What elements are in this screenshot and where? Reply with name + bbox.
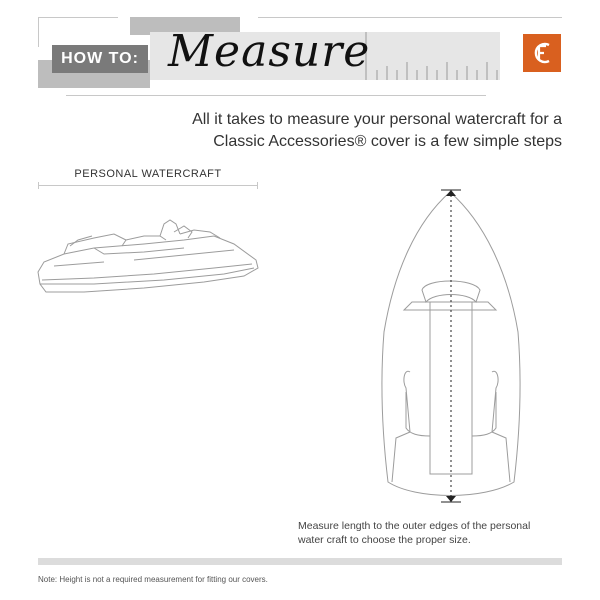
watercraft-side-view <box>34 210 260 302</box>
caption-line-1: Measure length to the outer edges of the personal <box>298 520 531 532</box>
frame-line-top-right <box>258 17 562 18</box>
footer-note: Note: Height is not a required measurement for fitting our covers. <box>38 575 268 584</box>
side-view-label-tick-left <box>38 182 39 189</box>
measurement-caption <box>298 519 538 547</box>
side-view-label-tick-right <box>257 182 258 189</box>
page-title: Measure <box>168 26 371 77</box>
classic-accessories-logo-icon <box>523 34 561 72</box>
frame-line-top-left <box>38 17 118 18</box>
frame-line-bottom <box>66 95 486 96</box>
intro-line-2: Classic Accessories® cover is a few simple steps <box>213 133 562 150</box>
how-to-label: HOW TO: <box>52 45 148 73</box>
footer-divider <box>38 558 562 565</box>
frame-line-left-vertical <box>38 17 39 47</box>
intro-text <box>142 109 562 153</box>
ruler-ticks <box>365 32 500 80</box>
side-view-label: PERSONAL WATERCRAFT <box>74 168 222 180</box>
side-view-label-underline <box>38 185 258 186</box>
caption-line-2: water craft to choose the proper size. <box>298 534 471 546</box>
watercraft-top-view <box>376 182 526 512</box>
intro-line-1: All it takes to measure your personal watercraft for a <box>192 111 562 128</box>
